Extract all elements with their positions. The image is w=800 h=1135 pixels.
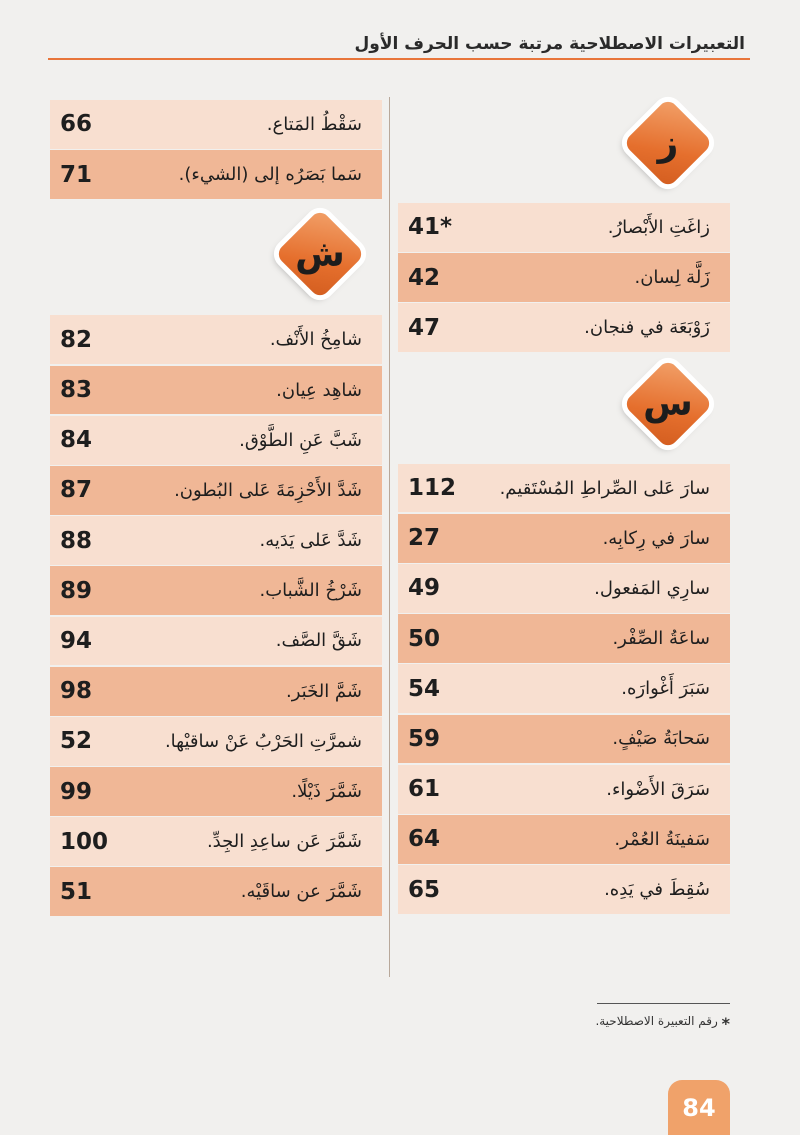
entry-expression: شَبَّ عَنِ الطَّوْق. xyxy=(239,429,362,451)
section-badge-sheen xyxy=(50,200,382,315)
section-badge-zay xyxy=(398,103,730,203)
entry-expression: سَما بَصَرُه إلى (الشيء). xyxy=(178,164,362,186)
section-letter-seen: س xyxy=(643,383,693,425)
entry-expression: شاهِد عِيان. xyxy=(276,379,362,401)
entry-number: 100 xyxy=(60,828,109,855)
entry-number: 84 xyxy=(60,427,93,454)
entry-expression: سَفينَةُ العُمْر. xyxy=(614,828,710,850)
entry-expression: شَمَّرَ ذَيْلًا. xyxy=(291,781,362,802)
entry-number: 94 xyxy=(60,627,93,654)
entry-row xyxy=(50,717,382,766)
entry-number: 41* xyxy=(408,214,453,241)
section-sheen-list xyxy=(50,315,382,916)
entry-number: 64 xyxy=(408,826,441,853)
entry-expression: شمرَّتِ الحَرْبُ عَنْ ساقيْها. xyxy=(164,730,362,752)
page-title: التعبيرات الاصطلاحية مرتبة حسب الحرف الأول xyxy=(354,34,745,54)
entry-expression: سارِي المَفعول. xyxy=(594,577,710,599)
entry-expression: شامِخُ الأَنْف. xyxy=(269,329,362,351)
entry-number: 82 xyxy=(60,326,93,353)
section-seen-list xyxy=(398,464,730,914)
entry-number: 89 xyxy=(60,577,93,604)
entry-expression: زَلَّة لِسان. xyxy=(634,267,710,289)
entry-expression: سَقْطُ المَتاع. xyxy=(266,113,362,135)
entry-expression: ساعَةُ الصِّفْر. xyxy=(612,628,710,650)
entry-number: 112 xyxy=(408,475,457,501)
entry-expression: شَقَّ الصَّف. xyxy=(275,630,362,652)
entry-number: 54 xyxy=(408,675,441,702)
entry-number: 87 xyxy=(60,477,93,504)
entry-expression: سُقِطَ في يَدِه. xyxy=(604,879,710,900)
page-header xyxy=(50,28,750,58)
entry-expression: سارَ في رِكابِه. xyxy=(602,527,710,549)
section-letter-zay: ز xyxy=(657,122,679,164)
entry-row xyxy=(398,614,730,663)
left-top-list xyxy=(50,100,382,199)
entry-expression: شَمَّرَ عَن ساعِدِ الجِدِّ. xyxy=(206,831,362,853)
entry-number: 50 xyxy=(408,625,441,652)
entry-number: 42 xyxy=(408,264,441,291)
footnote-star: * xyxy=(721,1014,730,1033)
entry-number: 98 xyxy=(60,678,93,705)
section-zay-list xyxy=(398,203,730,352)
entry-expression: شَدَّ الأَحْزِمَةَ عَلى البُطون. xyxy=(174,479,362,501)
entry-row xyxy=(50,466,382,515)
entry-expression: سارَ عَلى الصِّراطِ المُسْتَقيم. xyxy=(499,477,710,499)
column-divider xyxy=(389,97,390,977)
entry-number: 66 xyxy=(60,111,93,138)
section-letter-sheen: ش xyxy=(295,233,345,275)
entry-expression: زَوْبَعَة في فنجان. xyxy=(584,317,710,339)
entry-number: 47 xyxy=(408,314,441,341)
entry-expression: سَحابَةُ صَيْفٍ. xyxy=(612,728,710,750)
entry-number: 59 xyxy=(408,725,441,752)
entry-row xyxy=(398,203,730,252)
entry-row xyxy=(50,817,382,866)
page-number: 84 xyxy=(668,1080,730,1135)
entry-row xyxy=(50,617,382,666)
entry-row xyxy=(50,566,382,615)
entry-expression: سَبَرَ أَغْوارَه. xyxy=(621,678,710,700)
entry-number: 61 xyxy=(408,776,441,803)
entry-row xyxy=(398,253,730,302)
entry-row xyxy=(50,150,382,199)
entry-number: 27 xyxy=(408,525,441,552)
entry-number: 83 xyxy=(60,377,93,403)
entry-expression: شَرْخُ الشَّباب. xyxy=(259,580,362,602)
footnote-rule xyxy=(597,1003,730,1004)
entry-row xyxy=(398,815,730,864)
entry-row xyxy=(398,564,730,613)
entry-number: 51 xyxy=(60,878,93,905)
entry-row xyxy=(50,315,382,364)
entry-number: 49 xyxy=(408,575,441,602)
entry-expression: شَدَّ عَلى يَدَيه. xyxy=(259,530,362,552)
entry-row xyxy=(50,416,382,465)
entry-row xyxy=(398,765,730,814)
entry-number: 99 xyxy=(60,778,93,805)
left-column xyxy=(50,100,382,918)
right-column xyxy=(398,103,730,915)
entry-row xyxy=(50,100,382,149)
header-rule xyxy=(48,58,750,60)
entry-expression: شَمَّرَ عن ساقَيْه. xyxy=(240,881,362,903)
entry-expression: سَرَقَ الأَضْواء. xyxy=(606,778,710,800)
footnote-text: رقم التعبيرة الاصطلاحية. xyxy=(595,1014,718,1028)
section-badge-seen xyxy=(398,354,730,464)
entry-row xyxy=(398,514,730,563)
entry-row xyxy=(398,303,730,352)
entry-number: 65 xyxy=(408,876,441,903)
entry-expression: شَمَّ الخَبَر. xyxy=(286,680,362,702)
entry-row xyxy=(398,715,730,764)
entry-row xyxy=(398,865,730,914)
entry-number: 52 xyxy=(60,728,93,755)
entry-row xyxy=(50,767,382,816)
entry-number: 71 xyxy=(60,161,93,188)
entry-expression: زاغَتِ الأَبْصارُ. xyxy=(607,216,710,238)
entry-number: 88 xyxy=(60,527,93,554)
entry-row xyxy=(50,366,382,415)
footnote xyxy=(595,1014,730,1033)
entry-row xyxy=(50,516,382,565)
entry-row xyxy=(398,464,730,513)
entry-row xyxy=(50,667,382,716)
entry-row xyxy=(50,867,382,916)
entry-row xyxy=(398,664,730,713)
